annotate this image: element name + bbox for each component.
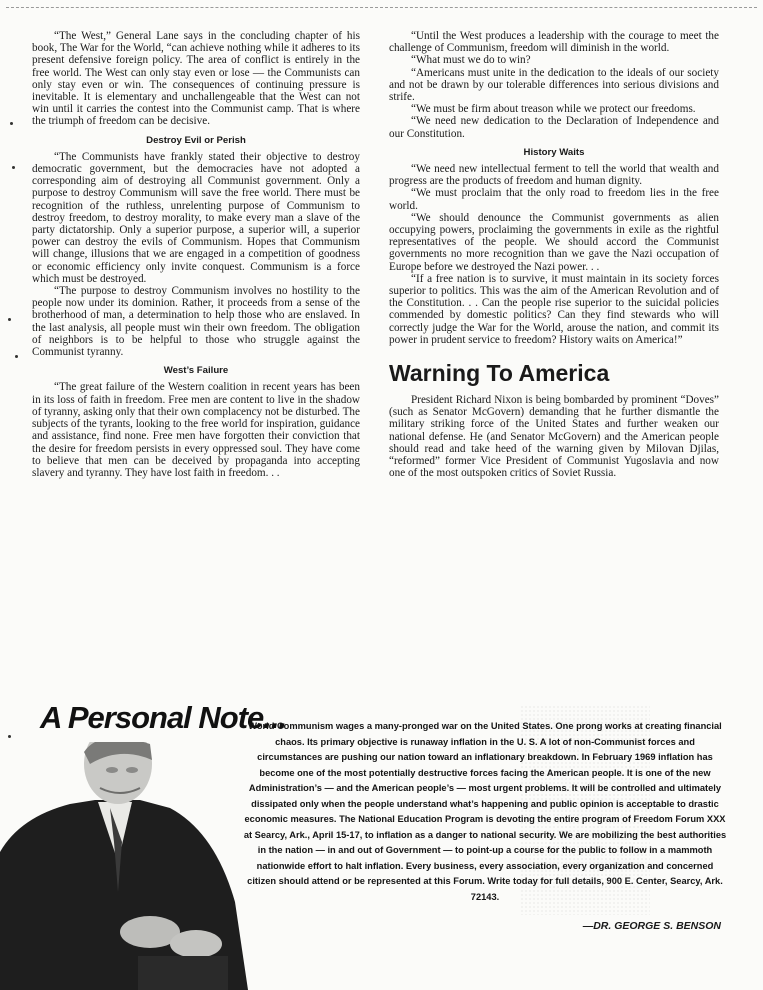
paragraph: “What must we do to win? [411,54,531,67]
signature: —DR. GEORGE S. BENSON [582,920,721,932]
paragraph: President Richard Nixon is being bombarded by prominent “Doves” (such as Senator McGovern) demanding that he further dismantle the military striking force of the United States and further weaken our national defense. He (and Senator McGovern) and the American people should read and take heed of the warning given by Milovan Djilas, “reformed” former Vice President of Communist Yugoslavia and now one of the most outspoken critics of Soviet Russia. [389,394,719,480]
paragraph: “The Communists have frankly stated their objective to destroy democratic government, but the democracies have not adopted a corresponding aim of destroying all Communist government. Only a purpose to destroy Communism will save the free world. There must be recognition of the ruthless, unrelenting purpose of Communism to destroy freedom, to destroy morality, to make every man a slave of the party dictatorship. Only a superior purpose, a superior will, a superior power can destroy the evils of Communism. Hopes that Communism will change, illusions that we are engaged in a competition of goodness or economic efficiency only invite conquest. Communism is a force which must be destroyed. [32,150,360,285]
margin-speck [10,122,13,125]
personal-note-title: A Personal Note... [40,700,287,735]
margin-speck [8,735,11,738]
margin-speck [15,355,18,358]
article-headline: Warning To America [389,360,610,387]
paragraph: “We must be firm about treason while we protect our freedoms. [411,103,696,116]
paragraph: “We should denounce the Communist governments as alien occupying powers, proclaiming the governments in exile as the rightful representatives of the people. We should accord the Communist governments no more recognition than we gave the Nazi occupation of Europe before we destroyed the Nazi power. . . [389,211,719,273]
paragraph: “Until the West produces a leadership with the courage to meet the challenge of Communism, freedom will diminish in the world. [389,30,719,55]
paragraph: “If a free nation is to survive, it must maintain in its society forces superior to politics. This was the aim of the American Revolution and of the Constitution. . . Can the people rise superior to the suicidal policies commended by domestic politics? Can they find stewards who will correctly judge the War for the World, arouse the nation, and commit its power in prudent service to freedom? History waits on America!” [389,272,719,346]
top-dashed-rule [6,7,757,8]
paragraph: “The great failure of the Western coalition in recent years has been in its loss of faith in freedom. Free men are content to live in the shadow of tyranny, asking only that their own complacency not be disturbed. The subjects of the tyrants, looking to the free world for inspiration, guidance and assistance, find none. Free men have forgotten their conviction that the desire for freedom persists in every oppressed soul. They have come to believe that men can be deceived by propaganda into accepting slavery and tyranny. They have lost faith in freedom. . . [32,381,360,479]
subheading: West’s Failure [163,365,229,377]
margin-speck [8,318,11,321]
paragraph: “We need new dedication to the Declaration of Independence and our Constitution. [389,115,719,140]
paragraph: “The West,” General Lane says in the concluding chapter of his book, The War for the World, “can achieve nothing while it adheres to its present defensive foreign policy. The area of conflict is entirely in the free world. The West can only stay even or lose — the Communists can only stay even or win. The consequences of continuing pressure is inevitable. It is elementary and unchallengeable that the West can not win until it carries the contest into the Communist camp. That is where the triumph of freedom can be decisive. [32,30,360,128]
personal-note-body: World Communism wages a many-pronged war on the United States. One prong works at creating financial chaos. Its primary objective is runaway inflation in the U. S. A lot of non-Communist forces and circumstances are pushing our nation toward an inflationary breakdown. In February 1969 inflation has become one of the most potentially destructive forces facing the American people. It is one of the new Administration’s — and the American people’s — most urgent problems. It will be controlled and ultimately dissipated only when the people understand what’s happening and public opinion is acceptable to drastic economic measures. The National Education Program is devoting the entire program of Freedom Forum XXX at Searcy, Ark., April 15-17, to inflation as a danger to national security. We are mobilizing the best authorities in the nation — in and out of Government — to point-up a course for the public to follow in a mammoth nationwide effort to halt inflation. Every business, every association, every organization and concerned citizen should attend or be represented at this Forum. Write today for full details, 900 E. Center, Searcy, Ark. 72143. [243,721,727,902]
paragraph: “We need new intellectual ferment to tell the world that wealth and progress are the products of freedom and human dignity. [389,163,719,188]
paragraph: “We must proclaim that the only road to freedom lies in the free world. [389,187,719,212]
subheading: History Waits [523,146,585,158]
right-column [389,30,719,480]
left-column [32,30,360,479]
paragraph: “The purpose to destroy Communism involves no hostility to the people now under its dominion. Rather, it proceeds from a sense of the brotherhood of man, a determination to help those who are enslaved. In the last analysis, all people must win their own freedom. The obligation of neighbors is to be helpful to those who struggle against the Communist tyranny. [32,285,360,359]
author-portrait [0,742,262,990]
paragraph: “Americans must unite in the dedication to the ideals of our society and not be drawn by our tolerable differences into serious divisions and strife. [389,66,719,104]
margin-speck [12,166,15,169]
subheading: Destroy Evil or Perish [146,134,246,146]
